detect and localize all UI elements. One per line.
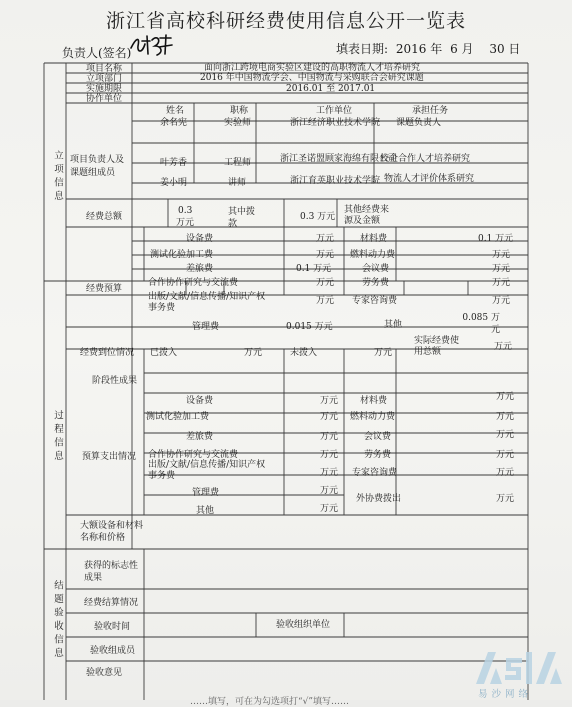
stage-results-label: 阶段性成果	[92, 376, 138, 386]
budget-item-label: 材料费	[360, 234, 388, 244]
budget-item-value: 万元	[316, 234, 335, 244]
leader-signature-label: 负责人(签名)	[62, 46, 132, 60]
budget-item-value: 万元	[316, 250, 335, 260]
expenditure-item-value: 万元	[320, 412, 339, 422]
budget-item-value: 0.015 万元	[286, 322, 333, 332]
expenditure-item-value: 万元	[496, 430, 515, 440]
budget-item-label: 劳务费	[362, 278, 390, 288]
handwritten-signature	[128, 32, 174, 58]
funding-allocated-value: 0.3 万元	[300, 212, 336, 222]
budget-item-value: 万元	[316, 278, 335, 288]
expenditure-item-value: 万元	[320, 450, 339, 460]
arrival-allocated-label: 已拨入	[150, 348, 178, 358]
expenditure-item-value: 万元	[320, 432, 339, 442]
expenditure-item-label: 会议费	[364, 432, 392, 442]
closing-accept-unit-label: 验收组织单位	[276, 620, 331, 630]
form-title: 浙江省高校科研经费使用信息公开一览表	[105, 10, 466, 32]
funding-allocated-label: 其中拨款	[228, 207, 256, 229]
member-title: 讲师	[228, 178, 247, 188]
budget-item-label: 出版/文献/信息传播/知识产权事务费	[148, 292, 266, 313]
members-header-name: 姓名	[166, 106, 185, 116]
arrival-unallocated-unit: 万元	[374, 348, 393, 358]
budget-item-label: 差旅费	[186, 264, 214, 274]
closing-results-label: 获得的标志性成果	[84, 561, 139, 583]
fill-year: 2016 年	[395, 42, 443, 56]
expenditure-item-label: 设备费	[186, 396, 214, 406]
arrival-allocated-unit: 万元	[244, 348, 263, 358]
budget-item-value: 0.1 万元	[478, 234, 514, 244]
section-closing-label: 结题验收信息	[52, 580, 63, 661]
expenditure-item-label: 其他	[196, 506, 215, 516]
member-task: 课题负责人	[396, 118, 442, 128]
project-name-label: 项目名称	[86, 64, 123, 74]
section-process-label: 过程信息	[52, 410, 63, 464]
closing-accept-opinion-label: 验收意见	[86, 668, 123, 678]
expenditure-item-label: 劳务费	[364, 450, 392, 460]
project-dept-value: 2016 年中国物流学会、中国物流与采购联合会研究课题	[200, 73, 424, 83]
project-dept-label: 立项部门	[86, 74, 123, 84]
member-name: 余名宪	[160, 118, 188, 128]
budget-item-value: 万元	[492, 278, 511, 288]
project-name-value: 面向浙江跨境电商实验区建设的高职物流人才培养研究	[204, 63, 421, 73]
funding-other-label: 其他经费来源及金额	[344, 205, 390, 226]
members-header-title: 职称	[230, 106, 249, 116]
closing-accept-group-label: 验收组成员	[90, 646, 136, 656]
budget-item-value: 万元	[492, 264, 511, 274]
budget-item-label: 燃料动力费	[350, 250, 396, 260]
expenditure-label: 预算支出情况	[82, 452, 137, 462]
project-period-value: 2016.01 至 2017.01	[286, 84, 376, 94]
expenditure-item-value: 万元	[496, 392, 515, 402]
member-title: 实验师	[224, 118, 252, 128]
fill-month: 6 月	[450, 42, 474, 56]
expenditure-item-label: 材料费	[360, 396, 388, 406]
expenditure-item-value: 万元	[496, 468, 515, 478]
expenditure-item-value: 万元	[320, 504, 339, 514]
member-title: 工程师	[224, 158, 252, 168]
member-task: 校企合作人才培养研究	[380, 154, 471, 164]
budget-item-value: 万元	[316, 296, 335, 306]
expenditure-item-value: 万元	[320, 396, 339, 406]
funding-total-unit: 万元	[176, 218, 195, 228]
footer-note: ……填写，可在为勾选项打“√”填写……	[190, 697, 349, 707]
member-unit: 浙江育英职业技术学院	[290, 176, 381, 186]
budget-item-value: 0.1 万元	[296, 264, 332, 274]
expenditure-item-label: 合作协作研究与交流费	[148, 450, 239, 460]
arrival-unallocated-label: 未拨入	[290, 348, 318, 358]
expenditure-item-label: 出版/文献/信息传播/知识产权事务费	[148, 460, 266, 481]
expenditure-item-label: 差旅费	[186, 432, 214, 442]
budget-item-label: 会议费	[362, 264, 390, 274]
section-setup-label: 立项信息	[52, 150, 63, 204]
budget-item-label: 管理费	[192, 322, 220, 332]
fill-date	[336, 40, 520, 57]
budget-item-value: 0.085 万元	[462, 313, 500, 335]
expenditure-item-label: 燃料动力费	[350, 412, 396, 422]
budget-label: 经费预算	[86, 284, 123, 294]
funding-total-value: 0.3	[178, 206, 193, 216]
budget-item-label: 设备费	[186, 234, 214, 244]
expenditure-item-value: 万元	[320, 468, 339, 478]
watermark-subtitle: 易沙网络	[478, 689, 533, 700]
closing-settlement-label: 经费结算情况	[84, 598, 139, 608]
members-header-unit: 工作单位	[316, 106, 353, 116]
project-period-label: 实施期限	[86, 84, 123, 94]
arrival-actual-unit: 万元	[494, 342, 513, 352]
fill-day: 30 日	[489, 42, 521, 56]
expenditure-item-value: 万元	[496, 412, 515, 422]
member-unit: 浙江经济职业技术学院	[290, 118, 381, 128]
expenditure-item-label: 测试化验加工费	[146, 412, 210, 422]
budget-item-label: 专家咨询费	[352, 296, 398, 306]
expenditure-item-value: 万元	[496, 494, 515, 504]
equipment-label: 大额设备和材料名称和价格	[80, 521, 144, 543]
closing-accept-time-label: 验收时间	[94, 622, 131, 632]
expenditure-item-label: 管理费	[192, 488, 220, 498]
budget-item-label: 其他	[384, 320, 403, 330]
member-task: 物流人才评价体系研究	[384, 174, 475, 184]
member-name: 叶芳香	[160, 158, 188, 168]
arrival-actual-label: 实际经费使用总额	[414, 336, 460, 357]
expenditure-item-label: 专家咨询费	[352, 468, 398, 478]
funding-total-label: 经费总额	[86, 212, 123, 222]
expenditure-item-label: 外协费拨出	[356, 494, 402, 504]
fill-date-label: 填表日期:	[336, 42, 389, 56]
members-header-task: 承担任务	[412, 106, 449, 116]
expenditure-item-value: 万元	[496, 450, 515, 460]
budget-item-label: 测试化验加工费	[150, 250, 214, 260]
member-name: 姜小明	[160, 178, 188, 188]
budget-item-label: 合作协作研究与交流费	[148, 278, 239, 288]
arrival-label: 经费到位情况	[80, 348, 135, 358]
expenditure-item-value: 万元	[320, 486, 339, 496]
budget-item-value: 万元	[492, 250, 511, 260]
member-unit: 浙江圣诺盟顾家海绵有限公司	[280, 154, 398, 164]
budget-item-value: 万元	[492, 296, 511, 306]
members-label: 项目负责人及课题组成员	[70, 155, 125, 178]
project-partner-label: 协作单位	[86, 94, 123, 104]
